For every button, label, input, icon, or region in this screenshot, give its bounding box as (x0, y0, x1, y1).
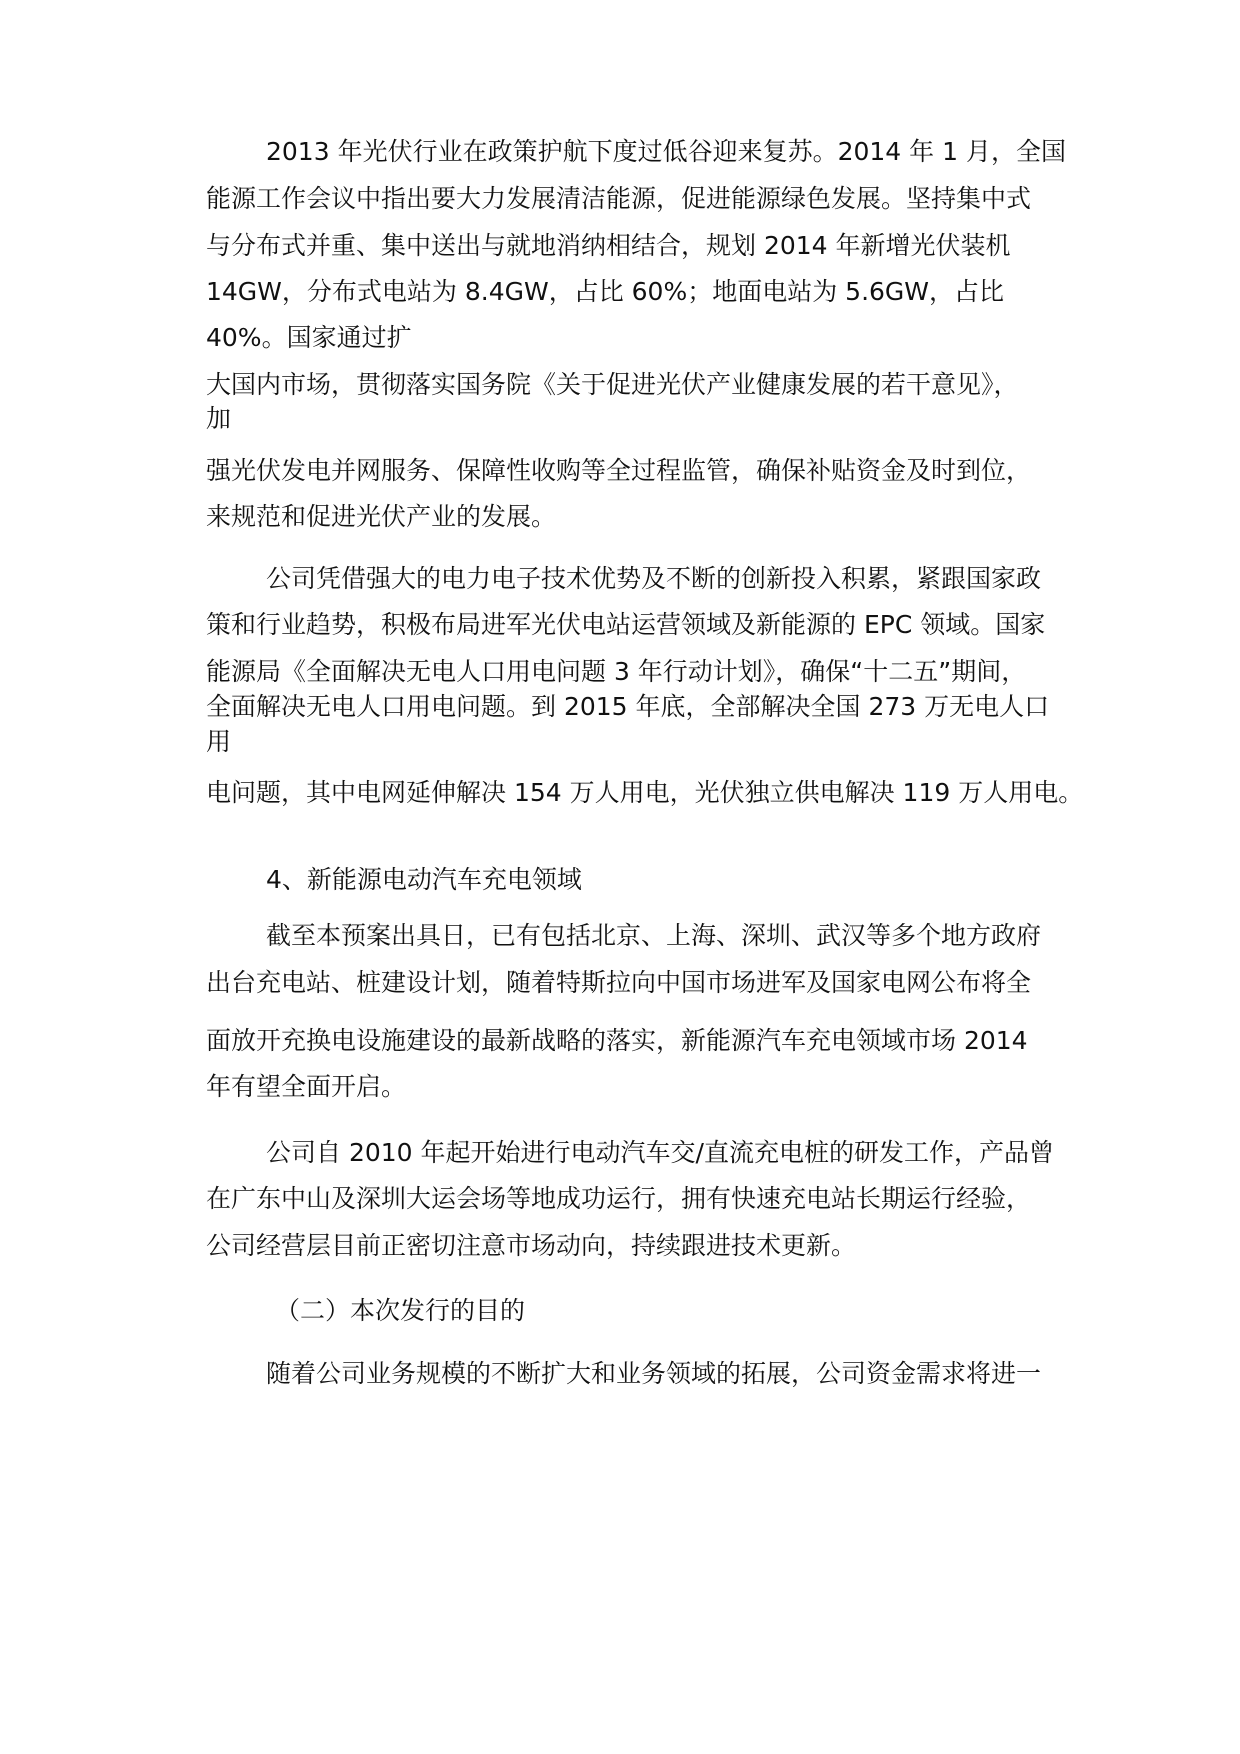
text-line: 全面解决无电人口用电问题。到 2015 年底，全部解决全国 273 万无电人口 (206, 692, 1050, 721)
text-line: 14GW，分布式电站为 8.4GW，占比 60%；地面电站为 5.6GW，占比 (206, 277, 1005, 306)
text-line: 截至本预案出具日，已有包括北京、上海、深圳、武汉等多个地方政府 (266, 921, 1042, 950)
text-line: 强光伏发电并网服务、保障性收购等全过程监管，确保补贴资金及时到位， (206, 456, 1032, 485)
text-line: 40%。国家通过扩 (206, 323, 412, 352)
text-line: 年有望全面开启。 (206, 1072, 407, 1101)
text-line: 出台充电站、桩建设计划，随着特斯拉向中国市场进军及国家电网公布将全 (206, 968, 1032, 997)
section-heading-issuance-purpose: （二）本次发行的目的 (275, 1296, 526, 1325)
text-line: 与分布式并重、集中送出与就地消纳相结合，规划 2014 年新增光伏装机 (206, 231, 1011, 260)
text-line: 2013 年光伏行业在政策护航下度过低谷迎来复苏。2014 年 1 月，全国 (266, 137, 1066, 166)
text-line: 随着公司业务规模的不断扩大和业务领域的拓展，公司资金需求将进一 (266, 1359, 1042, 1388)
text-line: 公司经营层目前正密切注意市场动向，持续跟进技术更新。 (206, 1231, 857, 1260)
text-line: 加 (206, 404, 232, 433)
text-line: 能源局《全面解决无电人口用电问题 3 年行动计划》，确保“十二五”期间， (206, 657, 1027, 686)
text-line: 在广东中山及深圳大运会场等地成功运行，拥有快速充电站长期运行经验， (206, 1184, 1032, 1213)
text-line: 电问题，其中电网延伸解决 154 万人用电，光伏独立供电解决 119 万人用电。 (206, 778, 1084, 807)
text-line: 公司凭借强大的电力电子技术优势及不断的创新投入积累，紧跟国家政 (266, 564, 1042, 593)
text-line: 公司自 2010 年起开始进行电动汽车交/直流充电桩的研发工作，产品曾 (266, 1138, 1054, 1167)
text-line: 来规范和促进光伏产业的发展。 (206, 502, 557, 531)
text-line: 用 (206, 727, 232, 756)
text-line: 大国内市场，贯彻落实国务院《关于促进光伏产业健康发展的若干意见》， (206, 370, 1019, 399)
text-line: 策和行业趋势，积极布局进军光伏电站运营领域及新能源的 EPC 领域。国家 (206, 610, 1046, 639)
text-line: 能源工作会议中指出要大力发展清洁能源，促进能源绿色发展。坚持集中式 (206, 184, 1032, 213)
text-line: 面放开充换电设施建设的最新战略的落实，新能源汽车充电领域市场 2014 (206, 1026, 1028, 1055)
section-heading-ev-charging: 4、新能源电动汽车充电领域 (266, 865, 582, 894)
